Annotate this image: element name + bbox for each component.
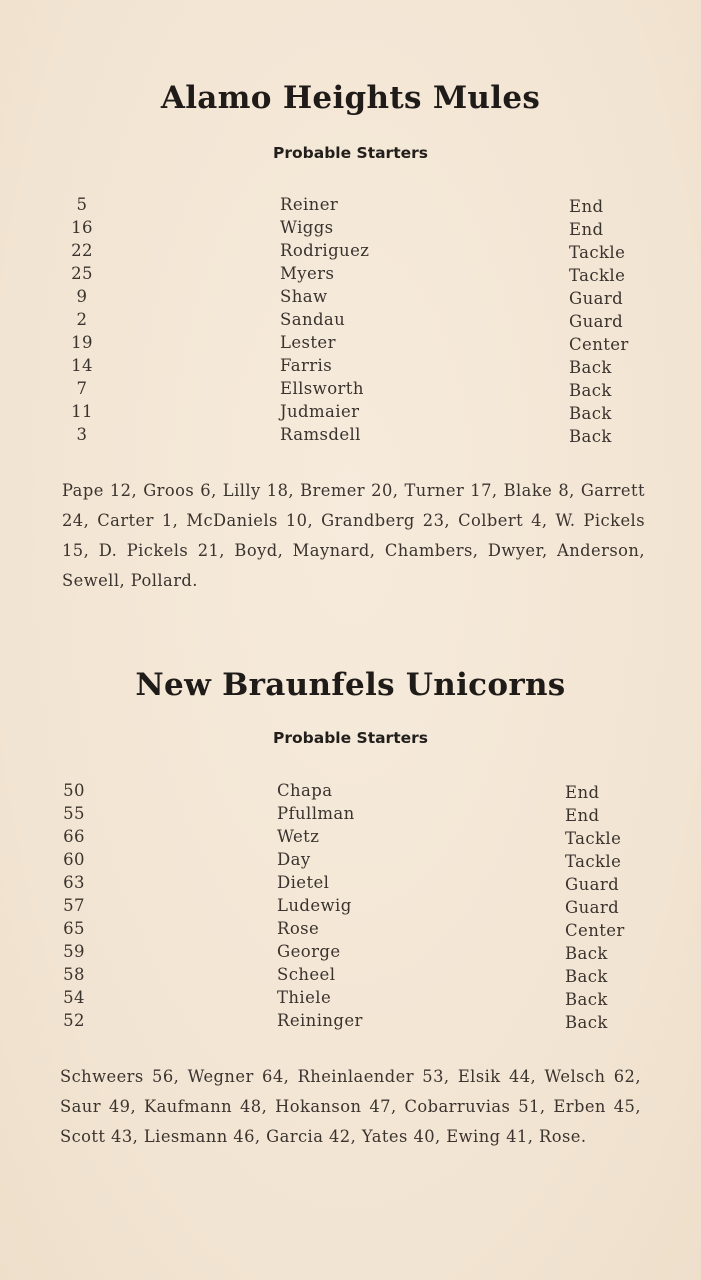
player-name: Reininger	[277, 1011, 363, 1030]
player-number: 2	[76, 310, 88, 329]
player-number: 65	[63, 919, 85, 938]
reserves-new-braunfels: Schweers 56, Wegner 64, Rheinlaender 53, Elsik 44, Welsch 62, Saur 49, Kaufmann 48, Hokanson 47, Cobarruvias 51, Erben 45, Scott 43, Liesmann 46, Garcia 42, Yates 40, Ewing 41, Rose.	[60, 1067, 641, 1146]
starter-row	[0, 425, 701, 448]
player-number: 58	[63, 965, 85, 984]
player-position: Back	[569, 427, 612, 446]
starter-row	[0, 379, 701, 402]
reserves-alamo-heights: Pape 12, Groos 6, Lilly 18, Bremer 20, Turner 17, Blake 8, Garrett 24, Carter 1, McDaniels 10, Grandberg 23, Colbert 4, W. Pickels 15, D. Pickels 21, Boyd, Maynard, Chambers, Dwyer, Anderson, Sewell, Pollard.	[62, 481, 645, 590]
player-position: End	[565, 783, 600, 802]
player-name: Chapa	[277, 781, 333, 800]
starters-subtitle-new-braunfels: Probable Starters	[273, 729, 428, 747]
player-name: Wiggs	[280, 218, 334, 237]
player-number: 57	[63, 896, 85, 915]
roster-new-braunfels	[0, 781, 701, 1034]
player-number: 63	[63, 873, 85, 892]
player-position: Guard	[565, 898, 620, 917]
player-number: 11	[71, 402, 93, 421]
player-name: Rose	[277, 919, 320, 938]
player-position: Tackle	[569, 266, 626, 285]
player-position: Tackle	[565, 829, 622, 848]
starter-row	[0, 781, 701, 804]
player-number: 59	[63, 942, 85, 961]
starter-row	[0, 942, 701, 965]
player-number: 25	[71, 264, 93, 283]
player-name: Myers	[280, 264, 335, 283]
starter-row	[0, 988, 701, 1011]
player-number: 66	[63, 827, 85, 846]
player-position: Guard	[565, 875, 620, 894]
team-title-new-braunfels: New Braunfels Unicorns	[135, 667, 566, 703]
player-position: End	[565, 806, 600, 825]
starter-row	[0, 310, 701, 333]
player-number: 19	[71, 333, 93, 352]
player-position: Back	[569, 358, 612, 377]
player-name: Reiner	[280, 195, 339, 214]
starter-row	[0, 264, 701, 287]
player-position: Guard	[569, 312, 624, 331]
player-position: Center	[569, 335, 629, 354]
player-name: Wetz	[277, 827, 320, 846]
player-name: Sandau	[280, 310, 346, 329]
player-number: 54	[63, 988, 85, 1007]
player-number: 3	[76, 425, 88, 444]
roster-alamo-heights	[0, 195, 701, 448]
player-name: Ellsworth	[280, 379, 364, 398]
player-name: Shaw	[280, 287, 328, 306]
player-position: Back	[565, 1013, 608, 1032]
starter-row	[0, 402, 701, 425]
starter-row	[0, 241, 701, 264]
player-position: Center	[565, 921, 625, 940]
player-number: 52	[63, 1011, 85, 1030]
player-name: Judmaier	[280, 402, 360, 421]
player-number: 7	[76, 379, 88, 398]
starters-subtitle-alamo-heights: Probable Starters	[273, 144, 428, 162]
player-number: 16	[71, 218, 93, 237]
player-position: Tackle	[569, 243, 626, 262]
player-position: Back	[565, 990, 608, 1009]
player-number: 14	[71, 356, 93, 375]
starter-row	[0, 919, 701, 942]
starter-row	[0, 965, 701, 988]
starter-row	[0, 827, 701, 850]
player-number: 55	[63, 804, 85, 823]
player-number: 5	[76, 195, 88, 214]
player-name: Farris	[280, 356, 333, 375]
player-number: 9	[76, 287, 88, 306]
player-position: Tackle	[565, 852, 622, 871]
starter-row	[0, 804, 701, 827]
player-position: Back	[569, 381, 612, 400]
starter-row	[0, 195, 701, 218]
player-position: Back	[569, 404, 612, 423]
player-position: End	[569, 220, 604, 239]
player-number: 60	[63, 850, 85, 869]
player-position: End	[569, 197, 604, 216]
team-title-alamo-heights: Alamo Heights Mules	[160, 80, 541, 116]
starter-row	[0, 333, 701, 356]
player-name: Scheel	[277, 965, 336, 984]
player-name: Rodriguez	[280, 241, 370, 260]
player-position: Guard	[569, 289, 624, 308]
player-name: Pfullman	[277, 804, 355, 823]
player-number: 22	[71, 241, 93, 260]
player-position: Back	[565, 967, 608, 986]
player-position: Back	[565, 944, 608, 963]
player-name: Thiele	[277, 988, 332, 1007]
starter-row	[0, 896, 701, 919]
player-number: 50	[63, 781, 85, 800]
starter-row	[0, 850, 701, 873]
starter-row	[0, 287, 701, 310]
starter-row	[0, 218, 701, 241]
player-name: Ludewig	[277, 896, 352, 915]
starter-row	[0, 1011, 701, 1034]
player-name: Dietel	[277, 873, 330, 892]
player-name: Ramsdell	[280, 425, 361, 444]
starter-row	[0, 356, 701, 379]
player-name: Lester	[280, 333, 336, 352]
starter-row	[0, 873, 701, 896]
player-name: Day	[277, 850, 311, 869]
player-name: George	[277, 942, 341, 961]
